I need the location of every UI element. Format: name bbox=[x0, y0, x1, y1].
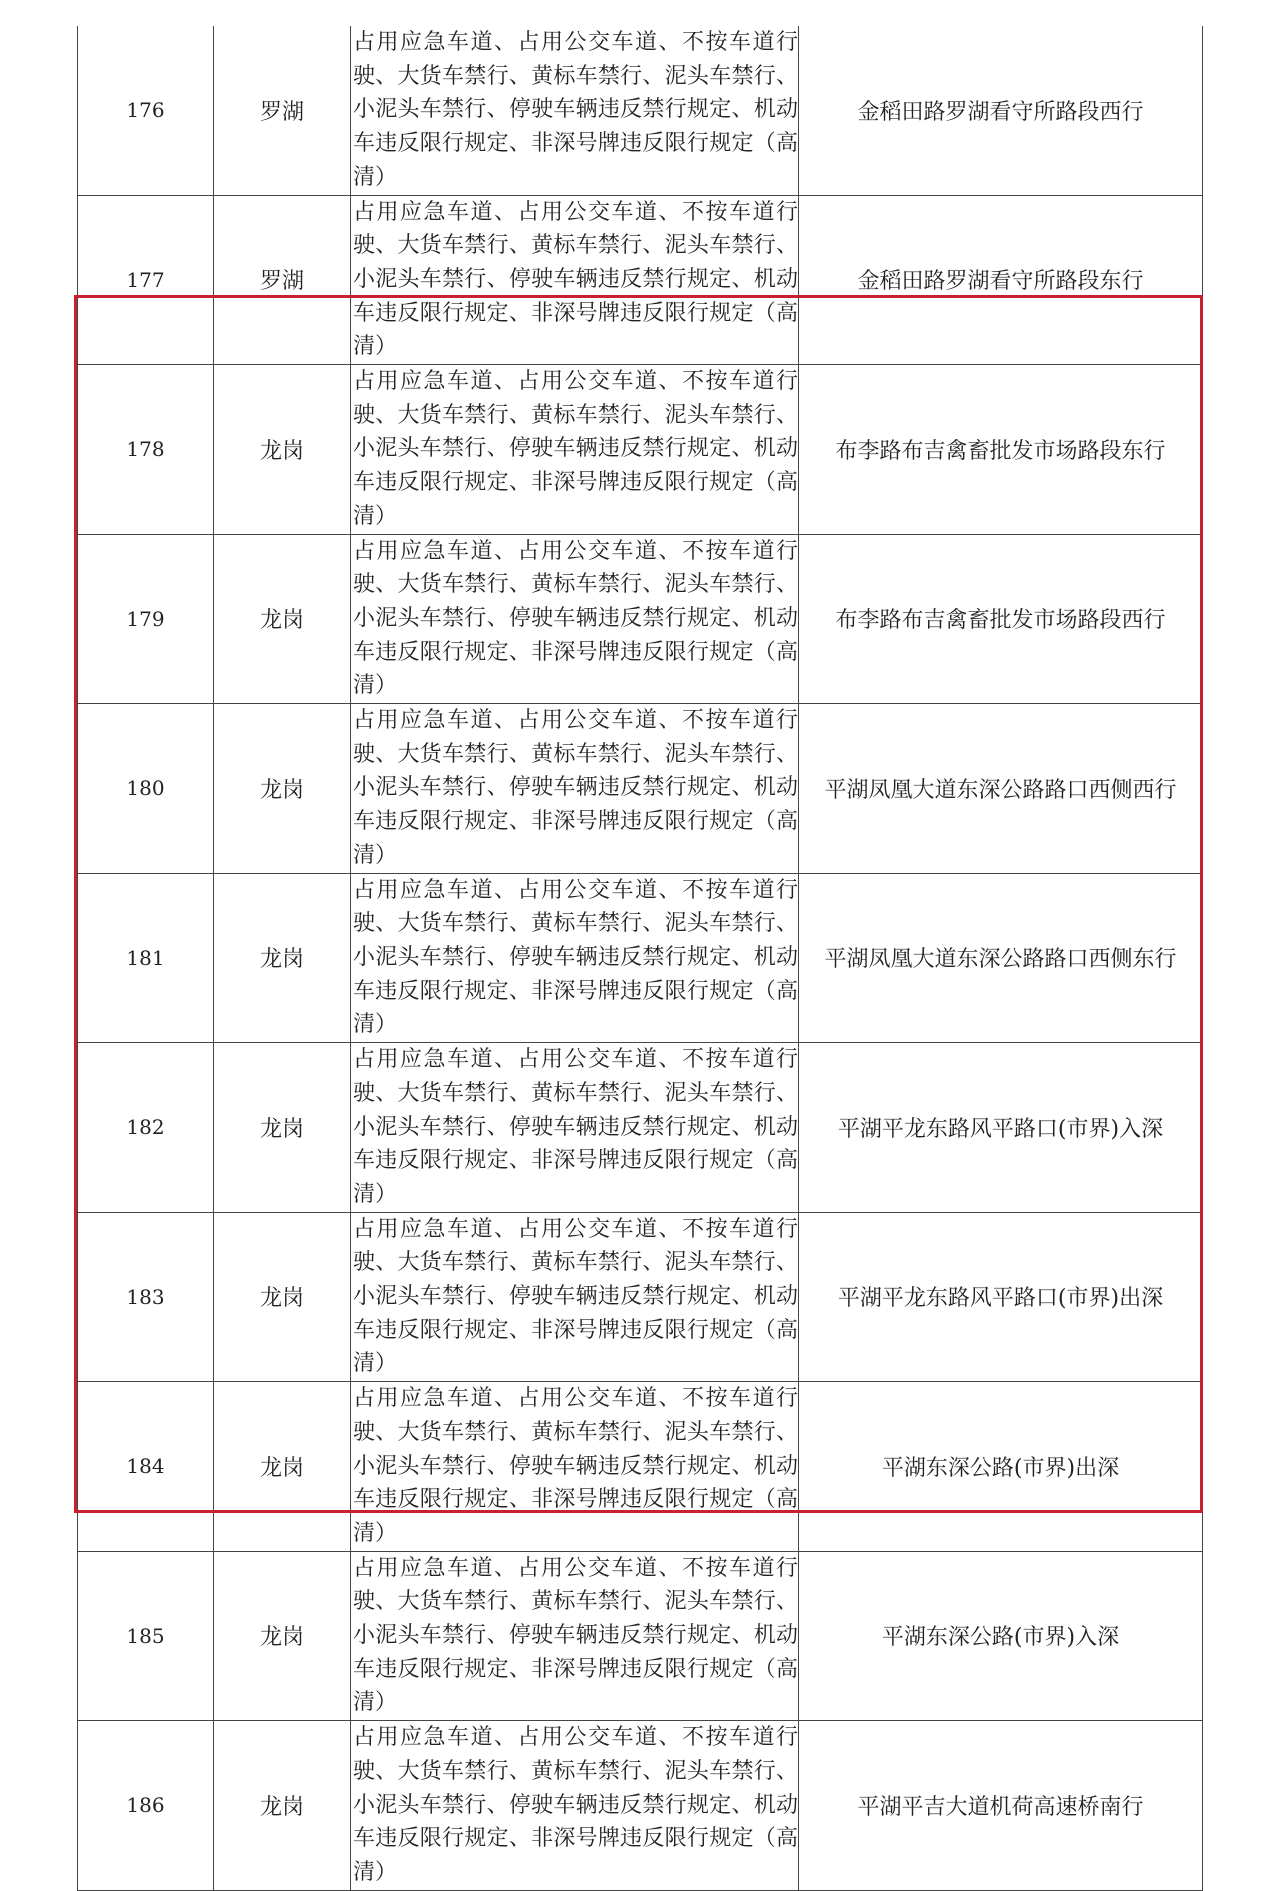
row-number-cell bbox=[78, 1043, 214, 1213]
location-text: 布李路布吉禽畜批发市场路段西行 bbox=[835, 608, 1166, 634]
location-text: 平湖东深公路(市界)入深 bbox=[881, 1625, 1120, 1651]
violation-types-text: 占用应急车道、占用公交车道、不按车道行驶、大货车禁行、黄标车禁行、泥头车禁行、小泥头车禁行、停驶车辆违反禁行规定、机动车违反限行规定、非深号牌违反限行规定（高清） bbox=[353, 708, 798, 868]
violation-types-cell bbox=[351, 1721, 799, 1891]
district-text: 龙岗 bbox=[259, 1286, 304, 1312]
district-cell bbox=[214, 704, 351, 874]
district-cell bbox=[214, 534, 351, 704]
violation-types-text: 占用应急车道、占用公交车道、不按车道行驶、大货车禁行、黄标车禁行、泥头车禁行、小泥头车禁行、停驶车辆违反禁行规定、机动车违反限行规定、非深号牌违反限行规定（高清） bbox=[353, 30, 798, 190]
location-cell bbox=[799, 195, 1203, 365]
district-text: 龙岗 bbox=[259, 438, 304, 464]
table-row bbox=[78, 534, 1203, 704]
row-number-cell bbox=[78, 1721, 214, 1891]
violation-types-text: 占用应急车道、占用公交车道、不按车道行驶、大货车禁行、黄标车禁行、泥头车禁行、小泥头车禁行、停驶车辆违反禁行规定、机动车违反限行规定、非深号牌违反限行规定（高清） bbox=[353, 1216, 798, 1377]
violation-types-cell bbox=[351, 1043, 799, 1213]
district-text: 罗湖 bbox=[259, 99, 304, 125]
table-row bbox=[78, 26, 1203, 195]
location-text: 金稻田路罗湖看守所路段东行 bbox=[857, 269, 1144, 295]
row-number-text: 177 bbox=[126, 267, 165, 292]
location-cell bbox=[799, 1721, 1203, 1891]
row-number-cell bbox=[78, 1212, 214, 1382]
district-cell bbox=[214, 26, 351, 195]
row-number-cell bbox=[78, 873, 214, 1043]
table-row bbox=[78, 873, 1203, 1043]
location-cell bbox=[799, 1382, 1203, 1552]
violation-types-text: 占用应急车道、占用公交车道、不按车道行驶、大货车禁行、黄标车禁行、泥头车禁行、小泥头车禁行、停驶车辆违反禁行规定、机动车违反限行规定、非深号牌违反限行规定（高清） bbox=[353, 199, 798, 360]
location-text: 布李路布吉禽畜批发市场路段东行 bbox=[835, 438, 1166, 464]
district-cell bbox=[214, 1721, 351, 1891]
location-cell bbox=[799, 534, 1203, 704]
district-text: 龙岗 bbox=[259, 1455, 304, 1481]
row-number-text: 180 bbox=[126, 776, 165, 801]
violation-types-text: 占用应急车道、占用公交车道、不按车道行驶、大货车禁行、黄标车禁行、泥头车禁行、小泥头车禁行、停驶车辆违反禁行规定、机动车违反限行规定、非深号牌违反限行规定（高清） bbox=[353, 877, 798, 1038]
violation-types-cell bbox=[351, 1382, 799, 1552]
district-text: 龙岗 bbox=[259, 777, 304, 803]
table-row bbox=[78, 704, 1203, 874]
location-cell bbox=[799, 1212, 1203, 1382]
row-number-text: 184 bbox=[126, 1454, 165, 1479]
table-row bbox=[78, 1212, 1203, 1382]
violation-types-text: 占用应急车道、占用公交车道、不按车道行驶、大货车禁行、黄标车禁行、泥头车禁行、小泥头车禁行、停驶车辆违反禁行规定、机动车违反限行规定、非深号牌违反限行规定（高清） bbox=[353, 538, 798, 699]
row-number-text: 181 bbox=[126, 945, 165, 970]
district-text: 龙岗 bbox=[259, 947, 304, 973]
table-row bbox=[78, 1382, 1203, 1552]
camera-location-table bbox=[77, 26, 1203, 1891]
district-cell bbox=[214, 873, 351, 1043]
location-text: 平湖凤凰大道东深公路路口西侧西行 bbox=[824, 777, 1177, 803]
location-cell bbox=[799, 873, 1203, 1043]
row-number-cell bbox=[78, 26, 214, 195]
violation-types-text: 占用应急车道、占用公交车道、不按车道行驶、大货车禁行、黄标车禁行、泥头车禁行、小泥头车禁行、停驶车辆违反禁行规定、机动车违反限行规定、非深号牌违反限行规定（高清） bbox=[353, 1555, 798, 1716]
table-row bbox=[78, 1043, 1203, 1213]
location-text: 平湖平吉大道机荷高速桥南行 bbox=[857, 1794, 1144, 1820]
row-number-text: 178 bbox=[126, 437, 165, 462]
district-text: 龙岗 bbox=[259, 1116, 304, 1142]
district-text: 龙岗 bbox=[259, 608, 304, 634]
row-number-cell bbox=[78, 704, 214, 874]
district-text: 龙岗 bbox=[259, 1794, 304, 1820]
violation-types-cell bbox=[351, 1212, 799, 1382]
table-row bbox=[78, 365, 1203, 535]
violation-types-text: 占用应急车道、占用公交车道、不按车道行驶、大货车禁行、黄标车禁行、泥头车禁行、小泥头车禁行、停驶车辆违反禁行规定、机动车违反限行规定、非深号牌违反限行规定（高清） bbox=[353, 1386, 798, 1546]
violation-types-cell bbox=[351, 704, 799, 874]
district-cell bbox=[214, 1212, 351, 1382]
row-number-text: 186 bbox=[126, 1793, 165, 1818]
violation-types-cell bbox=[351, 195, 799, 365]
district-text: 龙岗 bbox=[259, 1625, 304, 1651]
violation-types-cell bbox=[351, 1551, 799, 1721]
row-number-cell bbox=[78, 365, 214, 535]
violation-types-cell bbox=[351, 26, 799, 195]
location-cell bbox=[799, 365, 1203, 535]
location-text: 平湖东深公路(市界)出深 bbox=[881, 1455, 1120, 1481]
location-cell bbox=[799, 704, 1203, 874]
violation-types-cell bbox=[351, 534, 799, 704]
violation-types-cell bbox=[351, 365, 799, 535]
row-number-cell bbox=[78, 534, 214, 704]
location-cell bbox=[799, 26, 1203, 195]
district-cell bbox=[214, 1551, 351, 1721]
row-number-text: 185 bbox=[126, 1623, 165, 1648]
district-cell bbox=[214, 1043, 351, 1213]
row-number-cell bbox=[78, 195, 214, 365]
location-text: 平湖平龙东路风平路口(市界)出深 bbox=[837, 1286, 1164, 1312]
violation-types-text: 占用应急车道、占用公交车道、不按车道行驶、大货车禁行、黄标车禁行、泥头车禁行、小泥头车禁行、停驶车辆违反禁行规定、机动车违反限行规定、非深号牌违反限行规定（高清） bbox=[353, 369, 798, 529]
table-row bbox=[78, 195, 1203, 365]
district-text: 罗湖 bbox=[259, 269, 304, 295]
location-text: 金稻田路罗湖看守所路段西行 bbox=[857, 99, 1144, 125]
row-number-text: 179 bbox=[126, 606, 165, 631]
table-row bbox=[78, 1721, 1203, 1891]
location-text: 平湖平龙东路风平路口(市界)入深 bbox=[837, 1116, 1164, 1142]
row-number-text: 182 bbox=[126, 1115, 165, 1140]
row-number-cell bbox=[78, 1382, 214, 1552]
row-number-text: 183 bbox=[126, 1284, 165, 1309]
location-text: 平湖凤凰大道东深公路路口西侧东行 bbox=[824, 947, 1177, 973]
row-number-cell bbox=[78, 1551, 214, 1721]
location-cell bbox=[799, 1551, 1203, 1721]
violation-types-text: 占用应急车道、占用公交车道、不按车道行驶、大货车禁行、黄标车禁行、泥头车禁行、小泥头车禁行、停驶车辆违反禁行规定、机动车违反限行规定、非深号牌违反限行规定（高清） bbox=[353, 1047, 798, 1207]
violation-types-cell bbox=[351, 873, 799, 1043]
district-cell bbox=[214, 195, 351, 365]
violation-types-text: 占用应急车道、占用公交车道、不按车道行驶、大货车禁行、黄标车禁行、泥头车禁行、小泥头车禁行、停驶车辆违反禁行规定、机动车违反限行规定、非深号牌违反限行规定（高清） bbox=[353, 1725, 798, 1885]
district-cell bbox=[214, 1382, 351, 1552]
district-cell bbox=[214, 365, 351, 535]
row-number-text: 176 bbox=[126, 98, 165, 123]
location-cell bbox=[799, 1043, 1203, 1213]
table-body bbox=[78, 26, 1203, 1890]
table-row bbox=[78, 1551, 1203, 1721]
